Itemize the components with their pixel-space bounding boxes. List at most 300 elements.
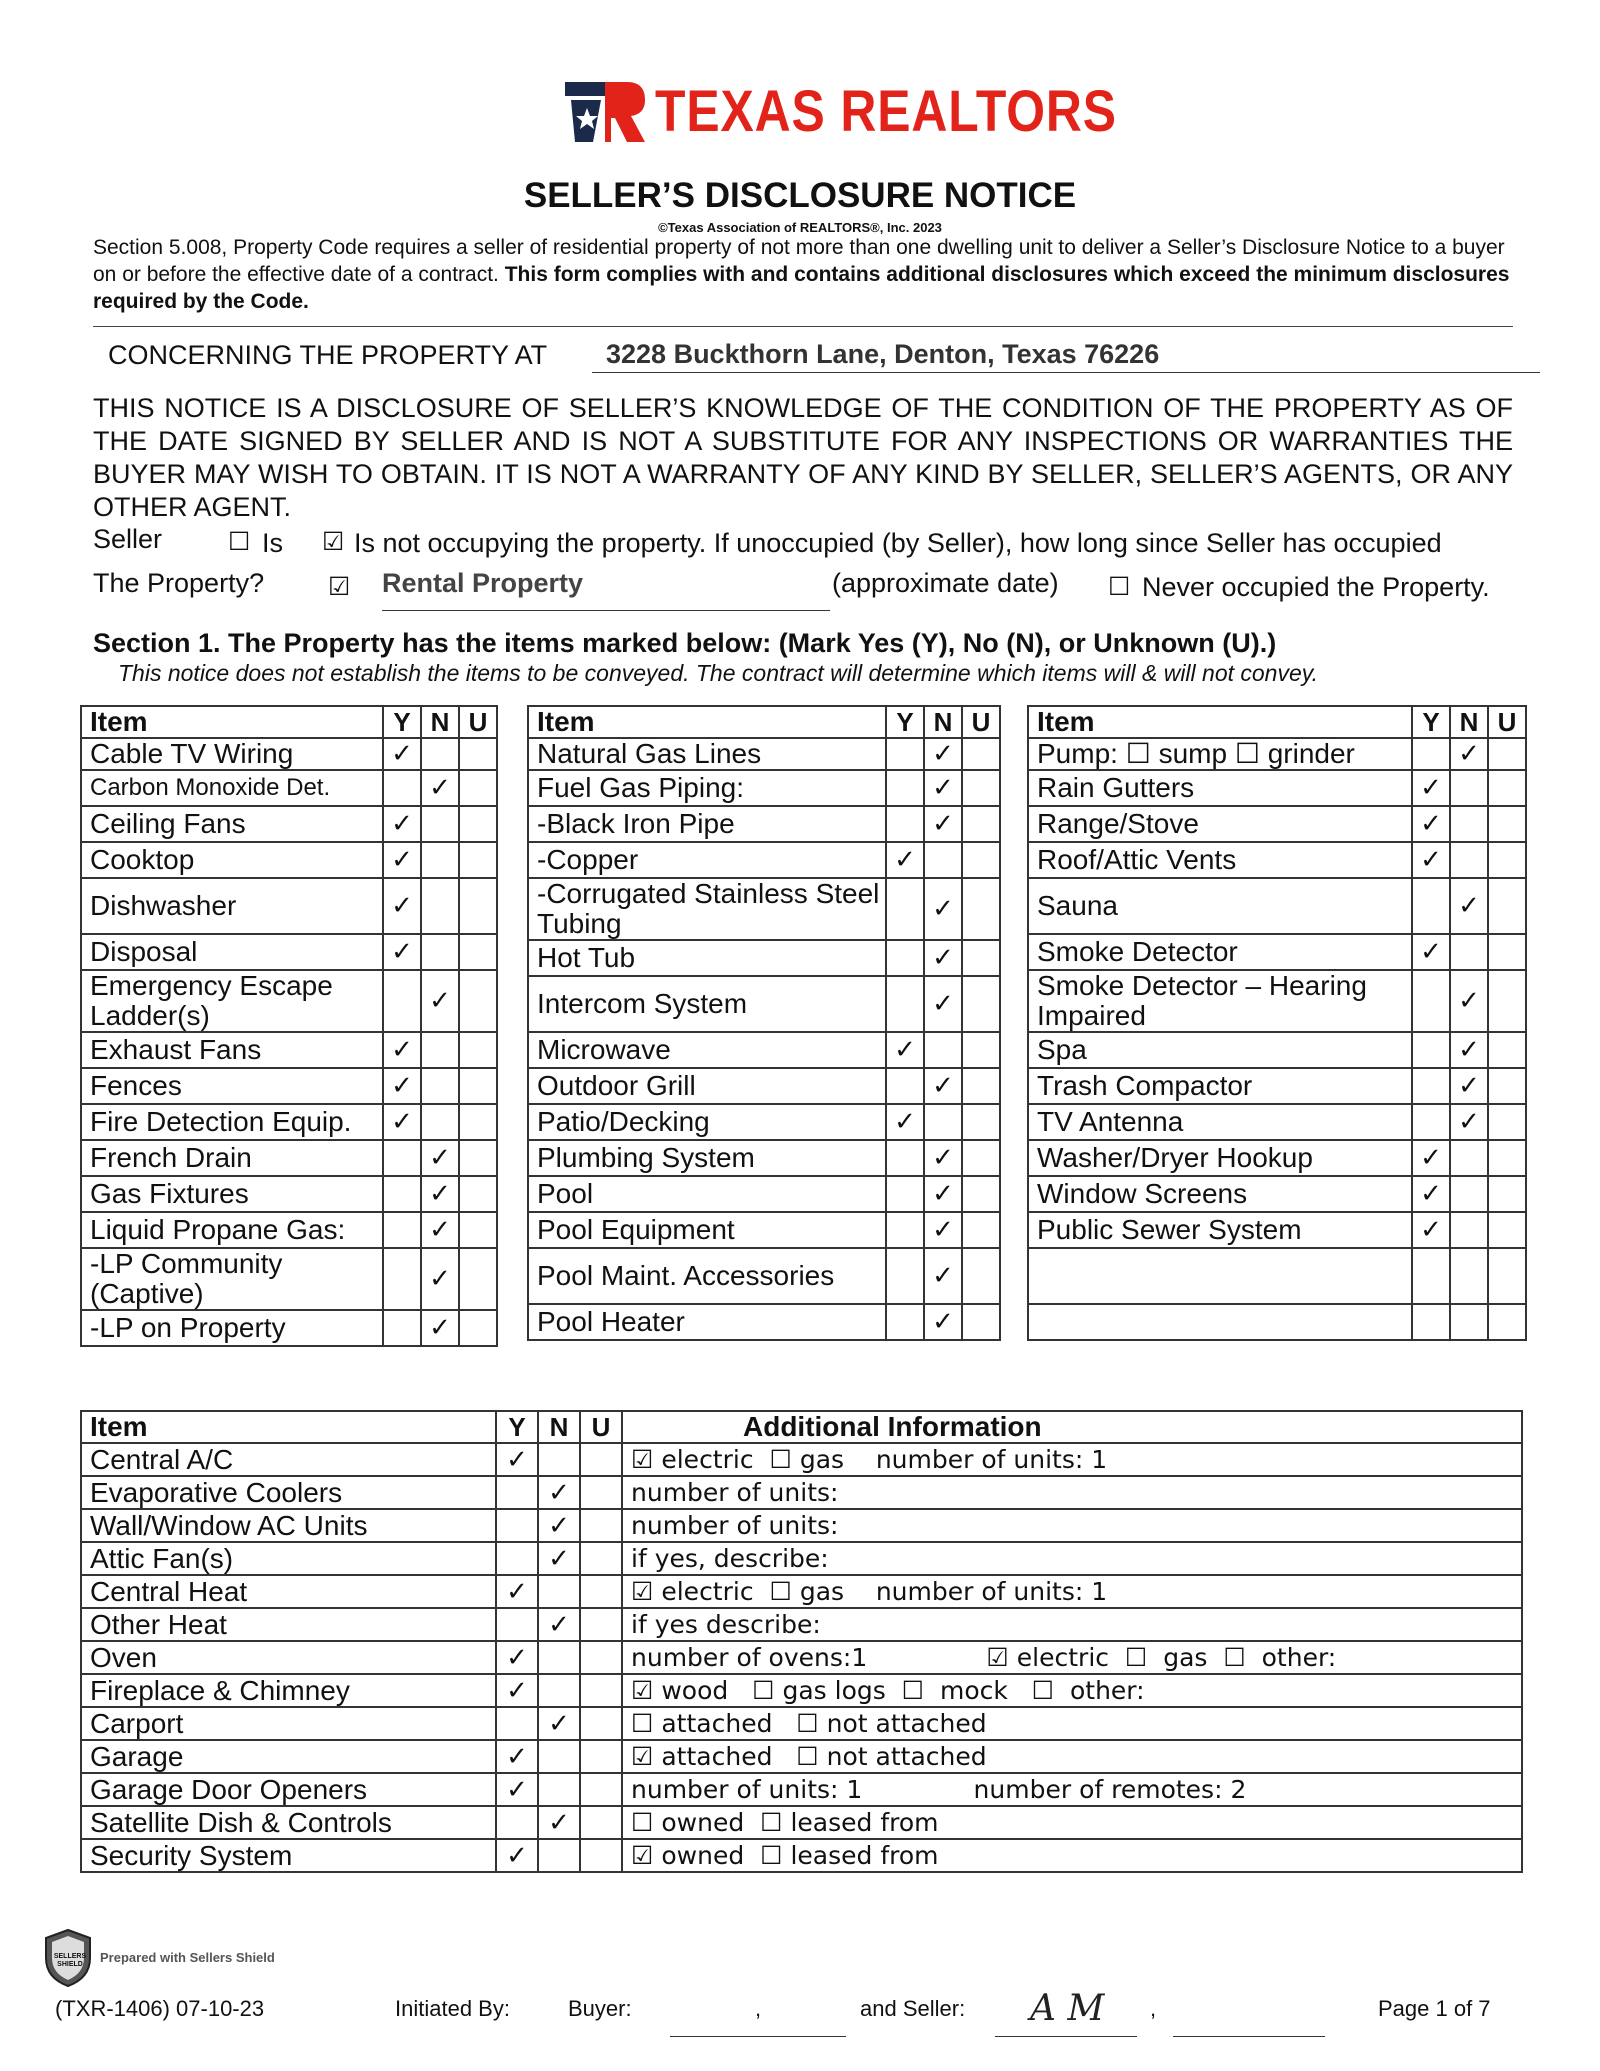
header-item: Item [1028,706,1412,738]
item-name: Fire Detection Equip. [81,1104,383,1140]
table-header-row [81,1411,1522,1443]
no-mark[interactable]: ✓ [924,940,962,976]
seller-label: Seller [93,524,163,554]
unknown-mark[interactable] [459,738,497,770]
item-name: Washer/Dryer Hookup [1028,1140,1412,1176]
yes-mark[interactable]: ✓ [496,1773,538,1806]
unknown-mark[interactable] [580,1608,622,1641]
unknown-mark[interactable] [580,1773,622,1806]
yes-mark[interactable] [496,1542,538,1575]
no-mark[interactable]: ✓ [421,1212,459,1248]
no-mark[interactable] [421,806,459,842]
unknown-mark[interactable] [1488,806,1526,842]
yes-mark[interactable] [886,1304,924,1340]
unknown-mark[interactable] [962,738,1000,770]
unknown-mark[interactable] [459,842,497,878]
yes-mark[interactable] [383,1176,421,1212]
table-header-row [81,706,497,738]
date-line [382,610,830,611]
item-name: Garage [81,1740,496,1773]
item-name: Plumbing System [528,1140,886,1176]
no-mark[interactable]: ✓ [1450,878,1488,934]
item-name: -LP Community (Captive) [81,1248,383,1310]
divider [93,326,1513,327]
unknown-mark[interactable] [962,1176,1000,1212]
item-name: Roof/Attic Vents [1028,842,1412,878]
item-name: Fireplace & Chimney [81,1674,496,1707]
no-mark[interactable]: ✓ [538,1509,580,1542]
unknown-mark[interactable] [962,1248,1000,1304]
unknown-mark[interactable] [962,1304,1000,1340]
never-occupied-label: Never occupied the Property. [1142,572,1490,602]
form-id: (TXR-1406) 07-10-23 [55,1996,265,2021]
no-mark[interactable] [421,1032,459,1068]
additional-info[interactable]: ☑ electric ☐ gas number of units: 1 [622,1575,1522,1608]
unknown-mark[interactable] [962,842,1000,878]
seller-initials-line-2[interactable] [1173,2036,1325,2037]
no-mark[interactable] [924,1032,962,1068]
no-mark[interactable] [421,738,459,770]
unknown-mark[interactable] [1488,1104,1526,1140]
yes-mark[interactable]: ✓ [383,1032,421,1068]
header-no: N [1450,706,1488,738]
no-mark[interactable]: ✓ [924,878,962,940]
no-mark[interactable]: ✓ [1450,1104,1488,1140]
unknown-mark[interactable] [962,1212,1000,1248]
no-mark[interactable] [1450,806,1488,842]
yes-mark[interactable] [886,806,924,842]
unknown-mark[interactable] [580,1443,622,1476]
yes-mark[interactable] [496,1476,538,1509]
no-mark[interactable]: ✓ [924,1140,962,1176]
address-line [592,372,1540,373]
yes-mark[interactable]: ✓ [383,738,421,770]
item-name: Carbon Monoxide Det. [81,770,383,806]
yes-mark[interactable] [886,1248,924,1304]
unknown-mark[interactable] [459,1104,497,1140]
yes-mark[interactable] [886,1140,924,1176]
no-mark[interactable] [421,934,459,970]
unknown-mark[interactable] [459,970,497,1032]
yes-mark[interactable] [886,1176,924,1212]
no-mark[interactable]: ✓ [924,1248,962,1304]
yes-mark[interactable] [383,1310,421,1346]
header-additional-information: Additional Information [622,1411,1522,1443]
unknown-mark[interactable] [459,1212,497,1248]
additional-info[interactable]: ☐ owned ☐ leased from [622,1806,1522,1839]
yes-mark[interactable]: ✓ [1412,1212,1450,1248]
no-mark[interactable]: ✓ [538,1707,580,1740]
table-row [81,1674,1522,1707]
yes-mark[interactable]: ✓ [886,1104,924,1140]
header-unknown: U [459,706,497,738]
table-row [81,1032,497,1068]
table-row [1028,1212,1526,1248]
unknown-mark[interactable] [459,1068,497,1104]
table-row [528,1140,1000,1176]
no-mark[interactable]: ✓ [421,1248,459,1310]
table-row [1028,1248,1526,1304]
table-row [528,1248,1000,1304]
unknown-mark[interactable] [580,1839,622,1872]
yes-mark[interactable] [886,940,924,976]
yes-mark[interactable] [886,878,924,940]
systems-table [80,1410,1523,1873]
unknown-mark[interactable] [1488,842,1526,878]
additional-info[interactable]: number of units: [622,1509,1522,1542]
yes-mark[interactable]: ✓ [496,1641,538,1674]
item-name: Pump: ☐ sump ☐ grinder [1028,738,1412,770]
yes-mark[interactable]: ✓ [383,934,421,970]
unknown-mark[interactable] [962,770,1000,806]
no-mark[interactable]: ✓ [538,1542,580,1575]
table-row [81,738,497,770]
header-unknown: U [580,1411,622,1443]
unknown-mark[interactable] [580,1476,622,1509]
yes-mark[interactable]: ✓ [886,842,924,878]
yes-mark[interactable]: ✓ [1412,842,1450,878]
table-header-row [1028,706,1526,738]
table-row [1028,1032,1526,1068]
unknown-mark[interactable] [1488,1212,1526,1248]
no-mark[interactable] [421,1068,459,1104]
unknown-mark[interactable] [580,1707,622,1740]
yes-mark[interactable]: ✓ [496,1839,538,1872]
yes-mark[interactable] [496,1707,538,1740]
yes-mark[interactable] [886,1068,924,1104]
unknown-mark[interactable] [1488,970,1526,1032]
table-row [81,934,497,970]
header-yes: Y [496,1411,538,1443]
item-name: Dishwasher [81,878,383,934]
no-mark[interactable]: ✓ [924,1304,962,1340]
header-unknown: U [1488,706,1526,738]
table-row [81,1176,497,1212]
no-mark[interactable]: ✓ [1450,738,1488,770]
no-mark[interactable]: ✓ [924,1176,962,1212]
no-mark[interactable] [1450,934,1488,970]
items-table-2 [527,705,1001,1341]
yes-mark[interactable] [383,970,421,1032]
unknown-mark[interactable] [459,770,497,806]
unknown-mark[interactable] [962,1068,1000,1104]
header-item: Item [528,706,886,738]
header-no: N [421,706,459,738]
no-mark[interactable]: ✓ [924,976,962,1032]
no-mark[interactable] [421,842,459,878]
unknown-mark[interactable] [459,1248,497,1310]
no-mark[interactable]: ✓ [421,1310,459,1346]
is-occupying-checkbox[interactable]: ☐ [228,527,251,556]
intro-bold: This form complies with and contains additional disclosures which exceed the minimum disclosures required by the Code. [93,263,1510,313]
unknown-mark[interactable] [580,1509,622,1542]
no-mark[interactable]: ✓ [538,1608,580,1641]
table-row [1028,842,1526,878]
yes-mark[interactable] [1412,738,1450,770]
yes-mark[interactable] [1412,1104,1450,1140]
unknown-mark[interactable] [459,1310,497,1346]
item-name: Evaporative Coolers [81,1476,496,1509]
table-row [81,1104,497,1140]
approximate-date-label: (approximate date) [832,568,1059,598]
yes-mark[interactable]: ✓ [1412,934,1450,970]
unknown-mark[interactable] [962,940,1000,976]
yes-mark[interactable] [383,1140,421,1176]
unknown-mark[interactable] [459,934,497,970]
header-unknown: U [962,706,1000,738]
no-mark[interactable]: ✓ [421,970,459,1032]
unknown-mark[interactable] [1488,934,1526,970]
no-mark[interactable] [1450,1140,1488,1176]
no-mark[interactable] [538,1773,580,1806]
unknown-mark[interactable] [459,1140,497,1176]
additional-info[interactable]: ☑ electric ☐ gas number of units: 1 [622,1443,1522,1476]
table-row [528,940,1000,976]
additional-info[interactable]: number of ovens:1 ☑ electric ☐ gas ☐ other: [622,1641,1522,1674]
no-mark[interactable]: ✓ [538,1476,580,1509]
initiated-by-label: Initiated By: [395,1996,510,2021]
yes-mark[interactable]: ✓ [1412,770,1450,806]
yes-mark[interactable] [496,1509,538,1542]
occupied-date-value[interactable]: Rental Property [382,568,584,598]
item-name: Hot Tub [528,940,886,976]
seller-initials-line-1[interactable] [995,2036,1137,2037]
unknown-mark[interactable] [580,1641,622,1674]
no-mark[interactable]: ✓ [1450,1068,1488,1104]
unknown-mark[interactable] [1488,1068,1526,1104]
header-item: Item [81,706,383,738]
table-row [528,878,1000,940]
unknown-mark[interactable] [580,1806,622,1839]
item-name [1028,1248,1412,1304]
no-mark[interactable]: ✓ [924,770,962,806]
yes-mark[interactable]: ✓ [383,878,421,934]
yes-mark[interactable] [383,770,421,806]
table-row [81,1608,1522,1641]
yes-mark[interactable]: ✓ [496,1740,538,1773]
buyer-initials-line-1[interactable] [670,2036,846,2037]
no-mark[interactable] [1450,770,1488,806]
not-occupying-checkbox[interactable]: ☑ [322,527,345,556]
no-mark[interactable] [1450,1304,1488,1340]
yes-mark[interactable]: ✓ [383,1104,421,1140]
table-row [528,1032,1000,1068]
yes-mark[interactable]: ✓ [496,1674,538,1707]
yes-mark[interactable] [1412,878,1450,934]
additional-info[interactable]: ☐ attached ☐ not attached [622,1707,1522,1740]
unknown-mark[interactable] [962,1032,1000,1068]
table-row [81,1542,1522,1575]
no-mark[interactable]: ✓ [421,770,459,806]
table-row [81,878,497,934]
item-name: Satellite Dish & Controls [81,1806,496,1839]
star-r-icon [565,78,647,146]
additional-info[interactable]: ☑ owned ☐ leased from [622,1839,1522,1872]
yes-mark[interactable] [496,1806,538,1839]
table-row [81,1140,497,1176]
item-name: Rain Gutters [1028,770,1412,806]
item-name: Public Sewer System [1028,1212,1412,1248]
no-mark[interactable]: ✓ [924,738,962,770]
additional-info[interactable]: if yes, describe: [622,1542,1522,1575]
unknown-mark[interactable] [1488,1176,1526,1212]
unknown-mark[interactable] [1488,738,1526,770]
brand-name: TEXAS REALTORS [655,79,1117,144]
date-checkbox[interactable]: ☑ [328,572,351,601]
is-occupying-label: Is [262,528,284,558]
yes-mark[interactable] [1412,1248,1450,1304]
unknown-mark[interactable] [1488,1304,1526,1340]
page-number: Page 1 of 7 [1378,1996,1491,2021]
no-mark[interactable] [924,1104,962,1140]
header-yes: Y [886,706,924,738]
unknown-mark[interactable] [1488,878,1526,934]
additional-info[interactable]: number of units: [622,1476,1522,1509]
table-row [81,1575,1522,1608]
yes-mark[interactable] [1412,1304,1450,1340]
item-name: Microwave [528,1032,886,1068]
unknown-mark[interactable] [459,1176,497,1212]
no-mark[interactable]: ✓ [924,806,962,842]
no-mark[interactable]: ✓ [1450,1032,1488,1068]
never-occupied-checkbox[interactable]: ☐ [1108,572,1131,601]
no-mark[interactable] [538,1740,580,1773]
no-mark[interactable]: ✓ [421,1176,459,1212]
no-mark[interactable] [538,1839,580,1872]
no-mark[interactable] [421,1104,459,1140]
no-mark[interactable] [538,1641,580,1674]
item-name: Smoke Detector – Hearing Impaired [1028,970,1412,1032]
unknown-mark[interactable] [459,1032,497,1068]
item-name: Natural Gas Lines [528,738,886,770]
unknown-mark[interactable] [1488,1248,1526,1304]
item-name: Window Screens [1028,1176,1412,1212]
yes-mark[interactable] [496,1608,538,1641]
table-row [81,1068,497,1104]
unknown-mark[interactable] [459,806,497,842]
table-row [528,1176,1000,1212]
item-name: Liquid Propane Gas: [81,1212,383,1248]
item-name: Garage Door Openers [81,1773,496,1806]
yes-mark[interactable]: ✓ [496,1575,538,1608]
additional-info[interactable]: ☑ wood ☐ gas logs ☐ mock ☐ other: [622,1674,1522,1707]
unknown-mark[interactable] [962,878,1000,940]
seller-initials-signature: A M [1030,1988,1105,2029]
additional-info[interactable]: ☑ attached ☐ not attached [622,1740,1522,1773]
property-address[interactable]: 3228 Buckthorn Lane, Denton, Texas 76226 [606,339,1160,369]
texas-realtors-logo [565,78,1117,146]
yes-mark[interactable]: ✓ [886,1032,924,1068]
item-name: Gas Fixtures [81,1176,383,1212]
item-name: Other Heat [81,1608,496,1641]
additional-info[interactable]: number of units: 1 number of remotes: 2 [622,1773,1522,1806]
no-mark[interactable] [1450,1176,1488,1212]
no-mark[interactable] [1450,1212,1488,1248]
additional-info[interactable]: if yes describe: [622,1608,1522,1641]
item-name: Central Heat [81,1575,496,1608]
table-row [528,770,1000,806]
yes-mark[interactable]: ✓ [1412,1140,1450,1176]
table-row [1028,1140,1526,1176]
unknown-mark[interactable] [962,1104,1000,1140]
header-no: N [924,706,962,738]
yes-mark[interactable] [886,976,924,1032]
item-name: Ceiling Fans [81,806,383,842]
shield-logo-text: SELLERS SHIELD [53,1953,87,1968]
header-no: N [538,1411,580,1443]
item-name: -Corrugated Stainless Steel Tubing [528,878,886,940]
header-yes: Y [383,706,421,738]
item-name: Cooktop [81,842,383,878]
table-row [1028,806,1526,842]
unknown-mark[interactable] [962,976,1000,1032]
items-table-1 [80,705,498,1347]
no-mark[interactable]: ✓ [538,1806,580,1839]
yes-mark[interactable] [886,1212,924,1248]
table-row [81,1310,497,1346]
yes-mark[interactable]: ✓ [1412,806,1450,842]
unknown-mark[interactable] [1488,1140,1526,1176]
yes-mark[interactable] [383,1212,421,1248]
yes-mark[interactable] [886,770,924,806]
yes-mark[interactable]: ✓ [1412,1176,1450,1212]
no-mark[interactable]: ✓ [421,1140,459,1176]
yes-mark[interactable]: ✓ [383,806,421,842]
item-name: -Copper [528,842,886,878]
yes-mark[interactable] [1412,1032,1450,1068]
yes-mark[interactable]: ✓ [383,1068,421,1104]
unknown-mark[interactable] [580,1575,622,1608]
unknown-mark[interactable] [580,1740,622,1773]
section-1-subheading: This notice does not establish the items to be conveyed. The contract will determine which items will & will not convey. [118,660,1318,686]
yes-mark[interactable] [1412,970,1450,1032]
table-row [81,842,497,878]
yes-mark[interactable]: ✓ [383,842,421,878]
unknown-mark[interactable] [459,878,497,934]
unknown-mark[interactable] [1488,1032,1526,1068]
yes-mark[interactable]: ✓ [496,1443,538,1476]
yes-mark[interactable] [1412,1068,1450,1104]
no-mark[interactable]: ✓ [924,1212,962,1248]
no-mark[interactable] [1450,842,1488,878]
yes-mark[interactable] [886,738,924,770]
yes-mark[interactable] [383,1248,421,1310]
unknown-mark[interactable] [580,1542,622,1575]
table-row [528,1104,1000,1140]
table-row [81,1212,497,1248]
table-row [81,770,497,806]
item-name: Security System [81,1839,496,1872]
no-mark[interactable] [1450,1248,1488,1304]
no-mark[interactable] [538,1575,580,1608]
item-name: Outdoor Grill [528,1068,886,1104]
no-mark[interactable] [421,878,459,934]
no-mark[interactable] [538,1443,580,1476]
no-mark[interactable]: ✓ [924,1068,962,1104]
prepared-with: Prepared with Sellers Shield [100,1950,275,1965]
no-mark[interactable]: ✓ [1450,970,1488,1032]
no-mark[interactable] [924,842,962,878]
table-row [81,1773,1522,1806]
item-name: Wall/Window AC Units [81,1509,496,1542]
item-name: Disposal [81,934,383,970]
no-mark[interactable] [538,1674,580,1707]
unknown-mark[interactable] [962,806,1000,842]
unknown-mark[interactable] [962,1140,1000,1176]
unknown-mark[interactable] [580,1674,622,1707]
item-name: Pool Maint. Accessories [528,1248,886,1304]
unknown-mark[interactable] [1488,770,1526,806]
